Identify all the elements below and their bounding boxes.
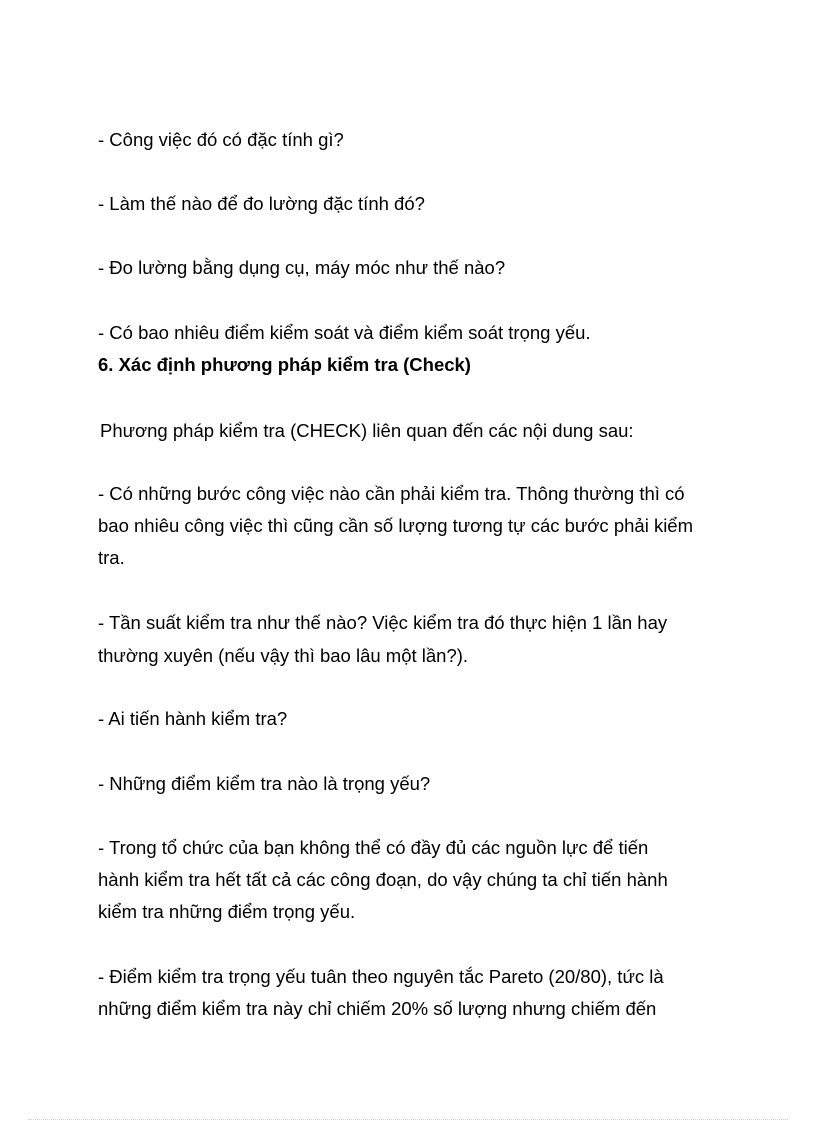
bullet-line: - Có những bước công việc nào cần phải kiểm tra. Thông thường thì có <box>98 483 685 504</box>
paragraph-line: bao nhiêu công việc thì cũng cần số lượng tương tự các bước phải kiểm <box>98 515 693 536</box>
paragraph-line: hành kiểm tra hết tất cả các công đoạn, do vậy chúng ta chỉ tiến hành <box>98 869 668 890</box>
bullet-line: - Điểm kiểm tra trọng yếu tuân theo nguyên tắc Pareto (20/80), tức là <box>98 966 664 987</box>
bullet-line: - Trong tổ chức của bạn không thể có đầy đủ các nguồn lực để tiến <box>98 837 649 858</box>
paragraph-line: tra. <box>98 547 125 568</box>
bullet-line: - Tần suất kiểm tra như thế nào? Việc kiểm tra đó thực hiện 1 lần hay <box>98 612 668 633</box>
section-heading: 6. Xác định phương pháp kiểm tra (Check) <box>98 354 471 375</box>
paragraph-line: Phương pháp kiểm tra (CHECK) liên quan đến các nội dung sau: <box>100 420 634 441</box>
paragraph-line: kiểm tra những điểm trọng yếu. <box>98 901 356 922</box>
bullet-line: - Những điểm kiểm tra nào là trọng yếu? <box>98 773 431 794</box>
page-bottom-divider <box>28 1119 788 1120</box>
bullet-line: - Làm thế nào để đo lường đặc tính đó? <box>98 193 425 214</box>
paragraph-line: thường xuyên (nếu vậy thì bao lâu một lần?). <box>98 645 469 666</box>
bullet-line: - Công việc đó có đặc tính gì? <box>98 129 344 150</box>
bullet-line: - Ai tiến hành kiểm tra? <box>98 708 288 729</box>
bullet-line: - Có bao nhiêu điểm kiểm soát và điểm kiểm soát trọng yếu. <box>98 322 591 343</box>
bullet-line: - Đo lường bằng dụng cụ, máy móc như thế nào? <box>98 257 506 278</box>
paragraph-line: những điểm kiểm tra này chỉ chiếm 20% số lượng nhưng chiếm đến <box>98 998 657 1019</box>
